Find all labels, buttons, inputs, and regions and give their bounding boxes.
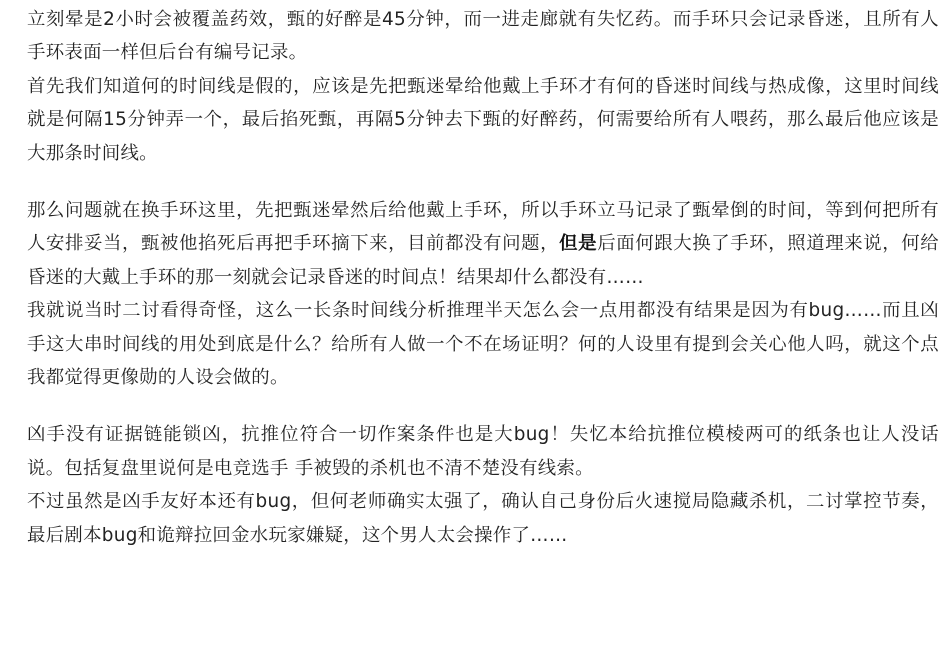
paragraph-2: 首先我们知道何的时间线是假的，应该是先把甄迷晕给他戴上手环才有何的昏迷时间线与热成像，这里时间线就是何隔15分钟弄一个，最后掐死甄，再隔5分钟去下甄的好醉药，何需要给所有人喂药，那么最后他应该是大那条时间线。 — [27, 75, 939, 164]
paragraph-4: 我就说当时二讨看得奇怪，这么一长条时间线分析推理半天怎么会一点用都没有结果是因为有bug……而且凶手这大串时间线的用处到底是什么？给所有人做一个不在场证明？何的人设里有提到会关心他人吗，就这个点我都觉得更像勋的人设会做的。 — [27, 300, 939, 389]
paragraph-5: 凶手没有证据链能锁凶，抗推位符合一切作案条件也是大bug！失忆本给抗推位模棱两可的纸条也让人没话说。包括复盘里说何是电竞选手 手被毁的杀机也不清不楚没有线索。 — [27, 424, 939, 479]
paragraph-3-text-before: 那么问题就在换手环这里，先把甄迷晕然后给他戴上手环，所以手环立马记录了甄晕倒的时间，等到何把所有人安排妥当，甄被他掐死后再把手环摘下来，目前都没有问题， — [27, 200, 939, 255]
paragraph-3 — [27, 194, 939, 294]
paragraph-spacer — [27, 170, 939, 194]
paragraph-6: 不过虽然是凶手友好本还有bug，但何老师确实太强了，确认自己身份后火速搅局隐藏杀机，二讨掌控节奏，最后剧本bug和诡辩拉回金水玩家嫌疑，这个男人太会操作了…… — [27, 491, 939, 546]
paragraph-spacer — [27, 394, 939, 418]
paragraph-3-bold-emphasis: 但是 — [559, 233, 598, 255]
article-body — [27, 3, 939, 552]
paragraph-3-text-after: 后面何跟大换了手环，照道理来说，何给昏迷的大戴上手环的那一刻就会记录昏迷的时间点！结果却什么都没有…… — [27, 233, 939, 288]
paragraph-1: 立刻晕是2小时会被覆盖药效，甄的好醉是45分钟，而一进走廊就有失忆药。而手环只会记录昏迷，且所有人手环表面一样但后台有编号记录。 — [27, 9, 939, 64]
